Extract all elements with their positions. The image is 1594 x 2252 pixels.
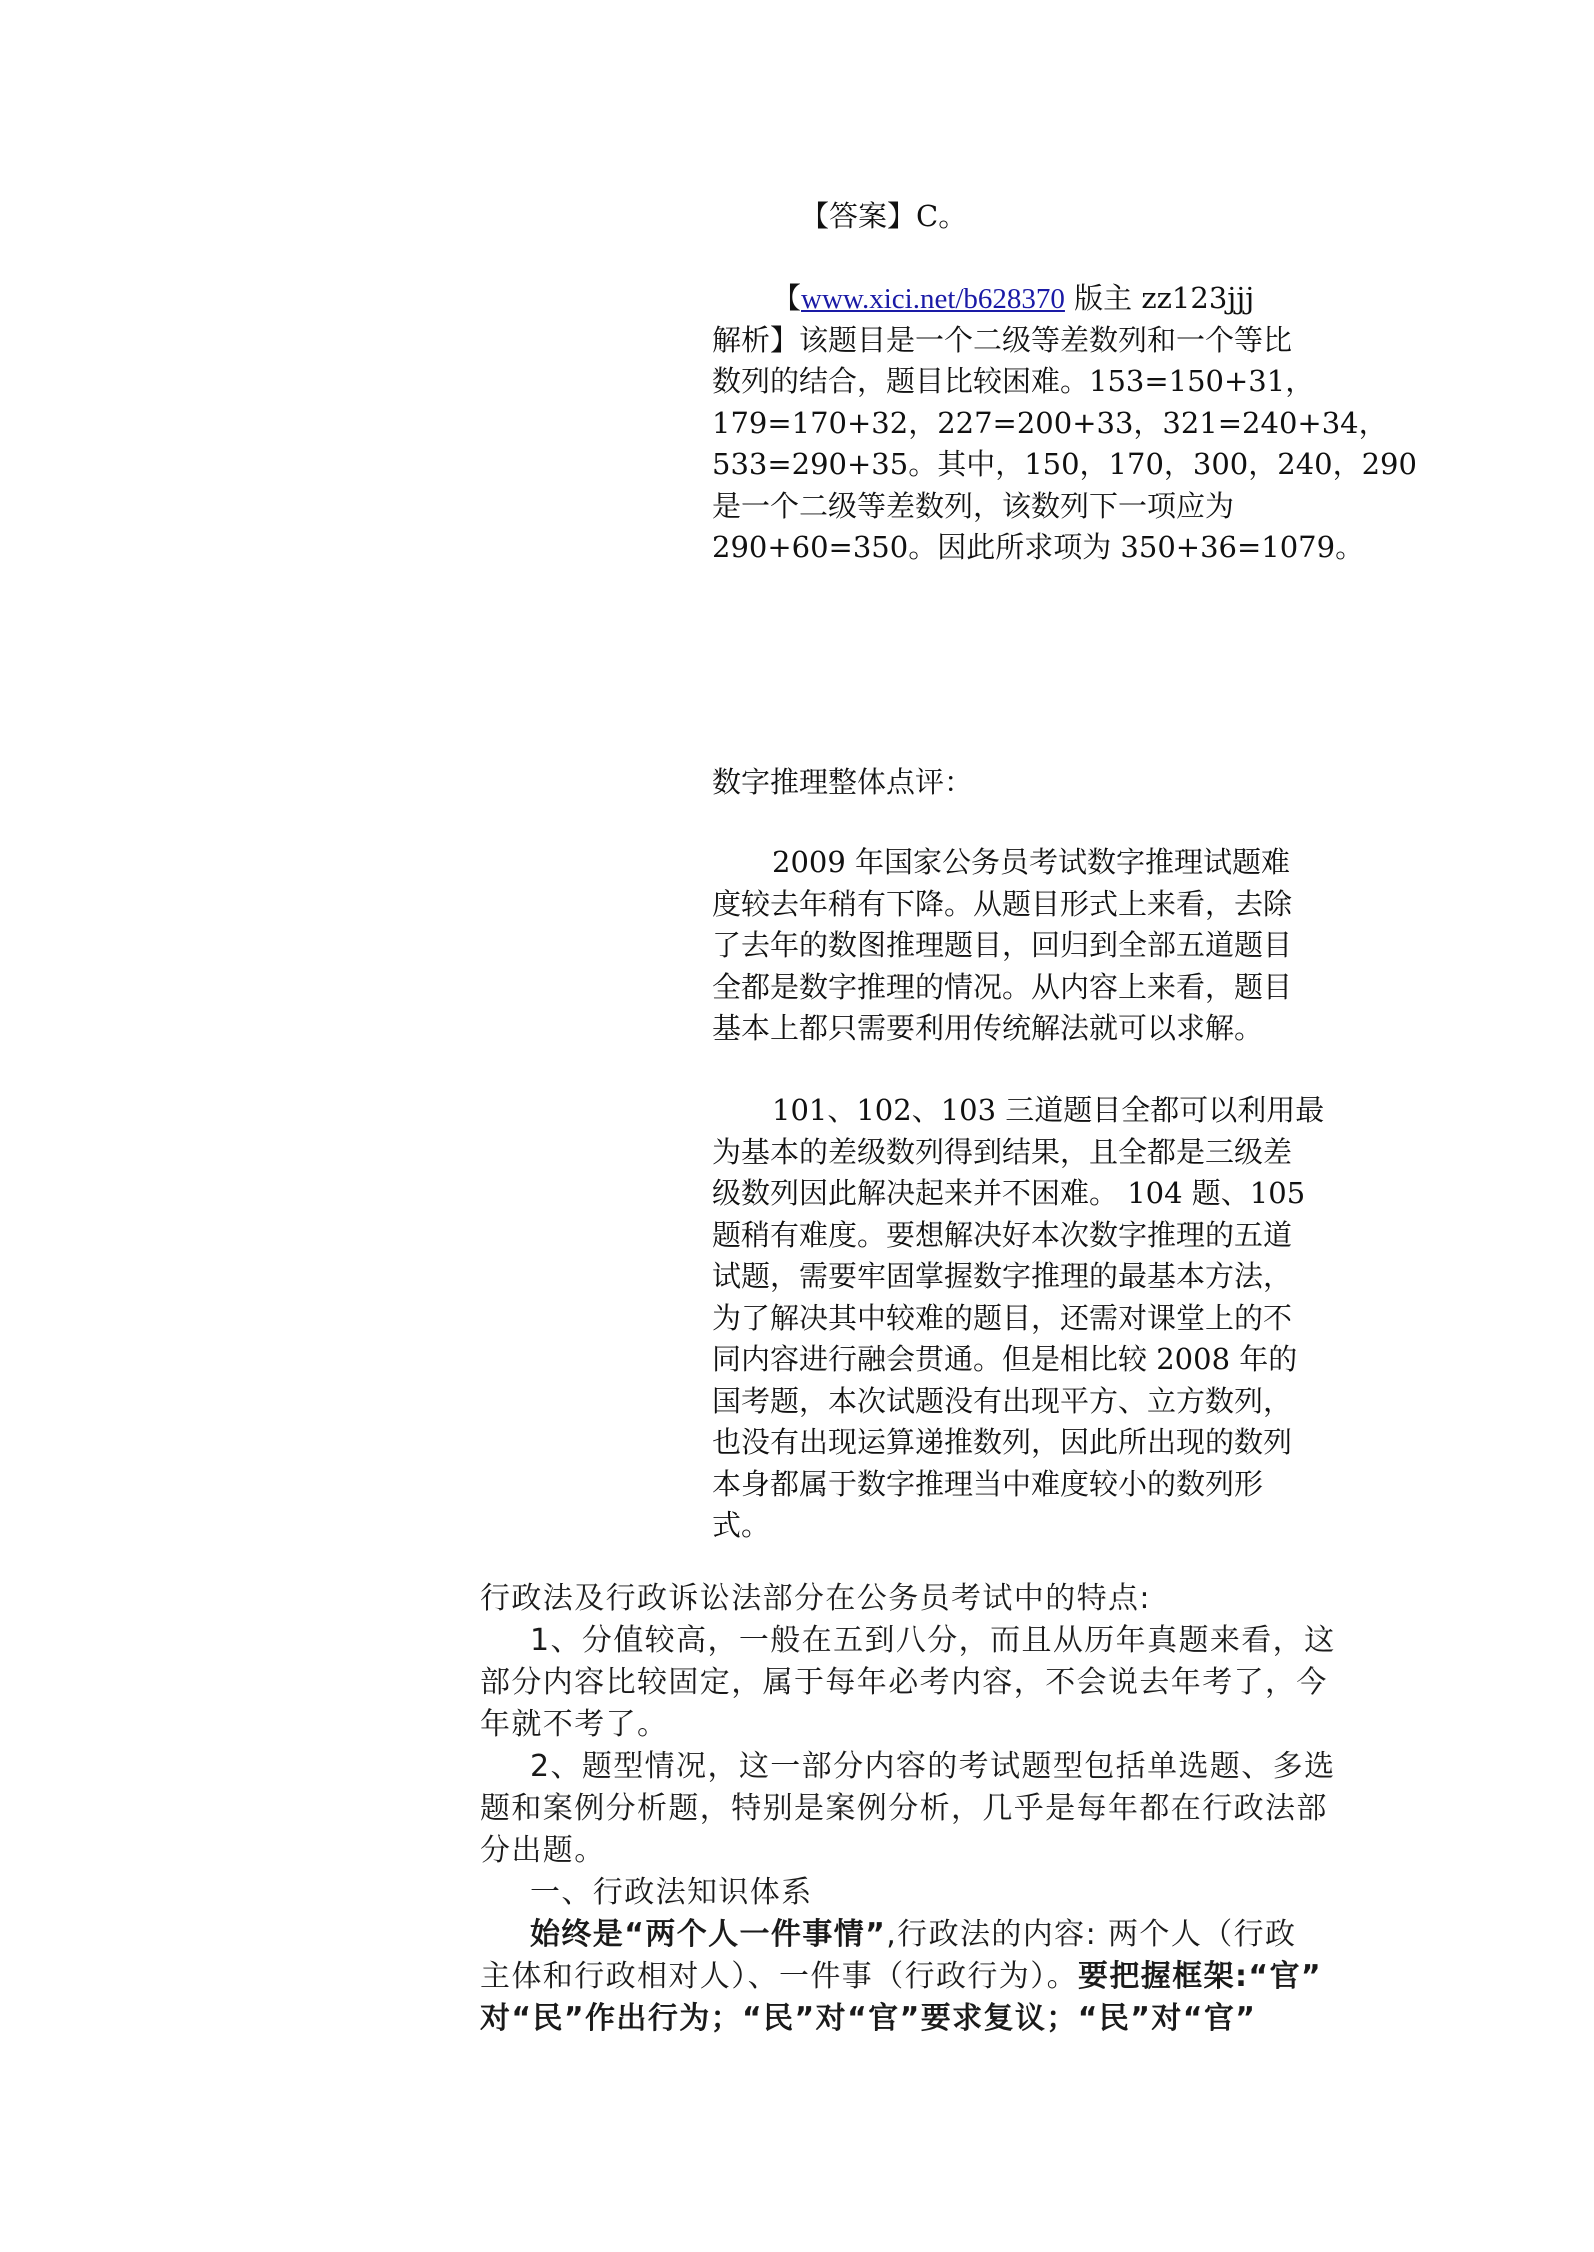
review-line: 基本上都只需要利用传统解法就可以求解。 [712, 1011, 1264, 1045]
law-point-line: 年就不考了。 [480, 1707, 669, 1742]
review-paragraph-2 [712, 1090, 1344, 1547]
review-line: 本身都属于数字推理当中难度较小的数列形 [712, 1466, 1264, 1501]
analysis-line-2: 解析】该题目是一个二级等差数列和一个等比 [712, 322, 1293, 357]
review-line: 也没有出现运算递推数列，因此所出现的数列 [712, 1425, 1293, 1459]
review-line: 全都是数字推理的情况。从内容上来看，题目 [712, 969, 1293, 1004]
analysis-line: 是一个二级等差数列，该数列下一项应为 [712, 488, 1235, 523]
review-line: 同内容进行融会贯通。但是相比较 2008 年的 [712, 1342, 1298, 1376]
law-point-line: 题和案例分析题，特别是案例分析，几乎是每年都在行政法部 [480, 1791, 1328, 1826]
review-line: 为基本的差级数列得到结果，且全都是三级差 [712, 1134, 1293, 1169]
system-line-3: 对“民”作出行为；“民”对“官”要求复议；“民”对“官” [480, 2001, 1257, 2036]
review-line: 2009 年国家公务员考试数字推理试题难 [772, 845, 1291, 879]
analysis-line: 数列的结合，题目比较困难。153=150+31， [712, 364, 1315, 398]
review-line: 题稍有难度。要想解决好本次数字推理的五道 [712, 1217, 1293, 1252]
review-line: 101、102、103 三道题目全都可以利用最 [772, 1093, 1325, 1127]
review-line: 度较去年稍有下降。从题目形式上来看，去除 [712, 886, 1293, 921]
review-line: 了去年的数图推理题目，回归到全部五道题目 [712, 928, 1293, 962]
analysis-line: 533=290+35。其中，150，170，300，240，290 [712, 447, 1417, 481]
analysis-line-1: 【www.xici.net/b628370 版主 zz123jjj [772, 281, 1255, 315]
review-line: 为了解决其中较难的题目，还需对课堂上的不 [712, 1300, 1293, 1335]
review-line: 国考题，本次试题没有出现平方、立方数列， [712, 1383, 1293, 1418]
review-paragraph-1 [712, 842, 1344, 1050]
law-point-line: 1、分值较高，一般在五到八分，而且从历年真题来看，这 [530, 1623, 1336, 1658]
law-point-line: 部分内容比较固定，属于每年必考内容，不会说去年考了，今 [480, 1665, 1328, 1700]
xici-link[interactable]: www.xici.net/b628370 [801, 283, 1065, 315]
answer-label: 【答案】C。 [800, 199, 968, 233]
law-section [480, 1578, 1340, 2040]
analysis-paragraph [712, 278, 1417, 569]
section-title: 一、行政法知识体系 [530, 1875, 813, 1910]
review-heading: 数字推理整体点评： [712, 765, 974, 799]
law-point-line: 分出题。 [480, 1833, 606, 1868]
law-heading: 行政法及行政诉讼法部分在公务员考试中的特点: [480, 1581, 1151, 1616]
analysis-line: 179=170+32，227=200+33，321=240+34， [712, 405, 1388, 440]
analysis-line: 290+60=350。因此所求项为 350+36=1079。 [712, 530, 1365, 564]
law-point-line: 2、题型情况，这一部分内容的考试题型包括单选题、多选 [530, 1749, 1336, 1784]
review-line: 级数列因此解决起来并不困难。 104 题、105 [712, 1176, 1306, 1210]
system-line-2: 主体和行政相对人）、一件事（行政行为）。要把握框架:“官” [480, 1959, 1323, 1994]
review-line: 试题，需要牢固掌握数字推理的最基本方法， [712, 1259, 1293, 1293]
system-line-1: 始终是“两个人一件事情”,行政法的内容: 两个人（行政 [530, 1917, 1297, 1952]
review-line: 式。 [712, 1508, 771, 1542]
